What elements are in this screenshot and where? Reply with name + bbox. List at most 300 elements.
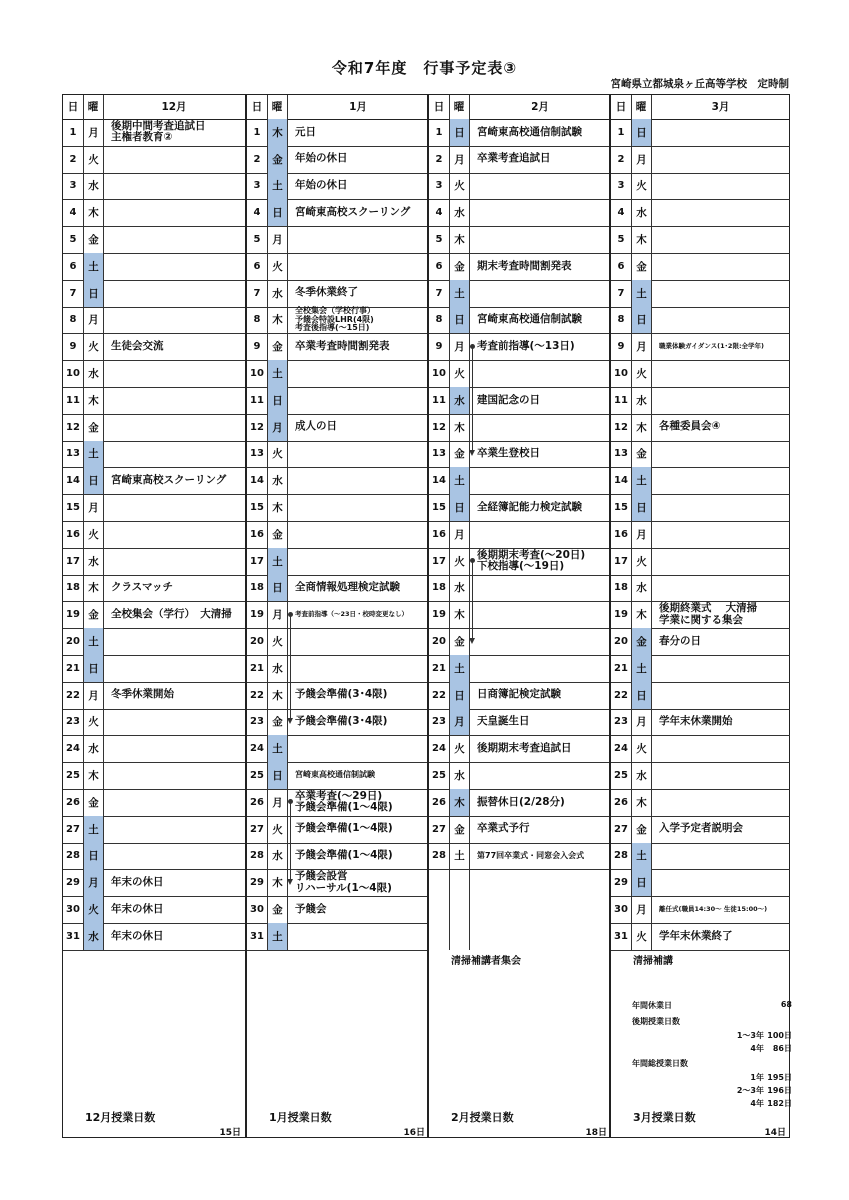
month-header bbox=[429, 95, 611, 120]
event-cell bbox=[469, 199, 611, 226]
event-cell bbox=[103, 307, 245, 334]
calendar-row bbox=[63, 387, 245, 415]
schedule-table bbox=[62, 94, 790, 1138]
weekday-holiday: 火 bbox=[84, 896, 103, 923]
day-number: 8 bbox=[253, 314, 261, 326]
event-cell bbox=[103, 467, 245, 494]
weekday: 木 bbox=[88, 582, 99, 595]
calendar-row bbox=[611, 253, 790, 281]
day-number: 6 bbox=[617, 260, 625, 272]
weekday: 火 bbox=[272, 448, 283, 461]
event-text: 後期期末考査(～20日) bbox=[477, 548, 586, 561]
weekday: 火 bbox=[636, 743, 647, 756]
event-cell bbox=[651, 601, 790, 628]
event-cell bbox=[651, 253, 790, 280]
event-cell bbox=[103, 843, 245, 870]
event-text: 後期中間考査追試日 bbox=[111, 119, 206, 132]
event-text: 卒業考査時間割発表 bbox=[295, 340, 390, 353]
calendar-row bbox=[63, 307, 245, 335]
calendar-row bbox=[429, 467, 611, 495]
weekday-holiday: 月 bbox=[268, 414, 287, 441]
weekday: 火 bbox=[636, 180, 647, 193]
day-number: 1 bbox=[617, 126, 625, 138]
event-cell bbox=[651, 467, 790, 494]
calendar-row bbox=[63, 333, 245, 361]
calendar-row bbox=[611, 360, 790, 388]
weekday-holiday: 日 bbox=[84, 655, 103, 682]
period-arrow bbox=[290, 802, 291, 882]
weekday: 火 bbox=[88, 528, 99, 541]
event-cell bbox=[469, 816, 611, 843]
calendar-row bbox=[429, 414, 611, 442]
weekday-holiday: 土 bbox=[450, 467, 469, 494]
event-cell bbox=[287, 575, 429, 602]
day-number: 11 bbox=[432, 394, 446, 406]
event-cell bbox=[651, 307, 790, 334]
event-cell bbox=[103, 387, 245, 414]
day-number: 4 bbox=[69, 207, 77, 219]
calendar-row bbox=[429, 628, 611, 656]
calendar-row bbox=[429, 199, 611, 227]
event-cell bbox=[287, 762, 429, 789]
day-number: 17 bbox=[432, 555, 446, 567]
day-number: 1 bbox=[435, 126, 443, 138]
event-text: 日商簿記検定試験 bbox=[477, 688, 561, 701]
event-cell bbox=[651, 655, 790, 682]
event-cell bbox=[469, 414, 611, 441]
event-text: 冬季休業終了 bbox=[295, 286, 358, 299]
calendar-row bbox=[63, 521, 245, 549]
event-cell bbox=[469, 387, 611, 414]
day-number: 20 bbox=[432, 636, 446, 648]
event-cell bbox=[469, 494, 611, 521]
day-number: 11 bbox=[66, 394, 80, 406]
day-number: 23 bbox=[614, 716, 628, 728]
day-number: 4 bbox=[435, 207, 443, 219]
event-cell bbox=[469, 575, 611, 602]
day-number: 6 bbox=[69, 260, 77, 272]
latter-4-label: 4年 bbox=[750, 1044, 764, 1053]
latter-4-value: 86日 bbox=[772, 1044, 792, 1053]
calendar-row bbox=[247, 575, 429, 603]
event-cell bbox=[651, 628, 790, 655]
calendar-row bbox=[247, 119, 429, 147]
event-text: 主権者教育② bbox=[111, 131, 173, 144]
weekday: 木 bbox=[636, 234, 647, 247]
calendar-row bbox=[63, 762, 245, 790]
day-number: 8 bbox=[435, 314, 443, 326]
event-text: 宮崎東高校スクーリング bbox=[111, 474, 227, 487]
calendar-row bbox=[247, 869, 429, 897]
calendar-row bbox=[611, 709, 790, 737]
event-cell bbox=[651, 869, 790, 896]
calendar-row bbox=[247, 521, 429, 549]
day-number: 16 bbox=[66, 528, 80, 540]
period-arrow bbox=[290, 615, 291, 722]
weekday: 水 bbox=[454, 207, 465, 220]
event-cell bbox=[103, 789, 245, 816]
calendar-row bbox=[63, 467, 245, 495]
day-number: 26 bbox=[66, 796, 80, 808]
event-cell bbox=[287, 923, 429, 950]
event-cell bbox=[103, 494, 245, 521]
weekday: 金 bbox=[88, 421, 99, 434]
weekday-holiday: 土 bbox=[632, 843, 651, 870]
calendar-row bbox=[247, 789, 429, 817]
day-number: 27 bbox=[614, 823, 628, 835]
event-cell bbox=[651, 173, 790, 200]
event-text: 春分の日 bbox=[659, 634, 701, 647]
weekday: 木 bbox=[454, 421, 465, 434]
weekday: 火 bbox=[454, 555, 465, 568]
event-cell bbox=[287, 628, 429, 655]
calendar-row bbox=[429, 655, 611, 683]
event-cell bbox=[103, 333, 245, 360]
period-arrow bbox=[472, 561, 473, 641]
event-text: 年末の休日 bbox=[111, 876, 164, 889]
weekday: 火 bbox=[88, 341, 99, 354]
event-text: 予餞会準備(3･4限) bbox=[295, 688, 388, 701]
calendar-row bbox=[63, 253, 245, 281]
day-number: 17 bbox=[250, 555, 264, 567]
day-number: 22 bbox=[66, 689, 80, 701]
weekday: 木 bbox=[454, 609, 465, 622]
total-2-3-label: 2～3年 bbox=[736, 1086, 764, 1095]
day-number: 9 bbox=[69, 341, 77, 353]
event-cell bbox=[103, 869, 245, 896]
annual-holidays-value: 68 bbox=[780, 1000, 792, 1009]
calendar-row bbox=[247, 709, 429, 737]
event-cell bbox=[469, 601, 611, 628]
weekday: 月 bbox=[88, 502, 99, 515]
weekday: 水 bbox=[636, 582, 647, 595]
day-number: 23 bbox=[250, 716, 264, 728]
calendar-row bbox=[611, 173, 790, 201]
event-text: 後期終業式 大清掃 bbox=[659, 602, 758, 615]
event-text: 卒業考査追試日 bbox=[477, 152, 551, 165]
day-number: 7 bbox=[253, 287, 261, 299]
weekday: 木 bbox=[88, 394, 99, 407]
event-cell bbox=[103, 146, 245, 173]
event-cell bbox=[651, 896, 790, 923]
weekday: 水 bbox=[88, 180, 99, 193]
annual-summary bbox=[632, 1000, 792, 1111]
calendar-row bbox=[429, 360, 611, 388]
calendar-row bbox=[63, 119, 245, 147]
event-cell bbox=[469, 467, 611, 494]
calendar-row bbox=[63, 628, 245, 656]
calendar-row bbox=[611, 119, 790, 147]
day-number: 19 bbox=[250, 609, 264, 621]
event-cell bbox=[103, 119, 245, 146]
event-text: 宮崎東高校スクーリング bbox=[295, 206, 411, 219]
event-cell bbox=[103, 682, 245, 709]
day-number: 15 bbox=[614, 502, 628, 514]
weekday-holiday: 土 bbox=[450, 655, 469, 682]
weekday: 木 bbox=[272, 877, 283, 890]
weekday: 月 bbox=[454, 528, 465, 541]
event-text: 予餞会準備(3･4限) bbox=[295, 715, 388, 728]
weekday: 土 bbox=[454, 850, 465, 863]
event-cell bbox=[103, 199, 245, 226]
event-cell bbox=[287, 333, 429, 360]
event-text: 年末の休日 bbox=[111, 902, 164, 915]
calendar-row bbox=[611, 467, 790, 495]
event-cell bbox=[287, 414, 429, 441]
calendar-row bbox=[611, 548, 790, 576]
monthly-days-label: 12月授業日数 bbox=[85, 1111, 156, 1124]
weekday-holiday: 水 bbox=[450, 387, 469, 414]
event-cell bbox=[103, 896, 245, 923]
event-cell bbox=[287, 199, 429, 226]
calendar-row bbox=[429, 762, 611, 790]
day-number: 10 bbox=[614, 368, 628, 380]
calendar-row bbox=[429, 253, 611, 281]
event-cell bbox=[103, 441, 245, 468]
day-number: 29 bbox=[66, 877, 80, 889]
weekday: 火 bbox=[454, 743, 465, 756]
header-day: 日 bbox=[615, 101, 627, 113]
weekday: 水 bbox=[272, 850, 283, 863]
event-cell bbox=[103, 521, 245, 548]
day-number bbox=[429, 869, 449, 896]
event-cell bbox=[469, 789, 611, 816]
event-cell bbox=[103, 709, 245, 736]
day-number: 28 bbox=[432, 850, 446, 862]
weekday: 月 bbox=[636, 716, 647, 729]
day-number: 26 bbox=[614, 796, 628, 808]
weekday: 月 bbox=[454, 153, 465, 166]
event-cell bbox=[103, 762, 245, 789]
event-text: 天皇誕生日 bbox=[477, 715, 530, 728]
event-cell bbox=[103, 360, 245, 387]
day-number: 12 bbox=[432, 421, 446, 433]
event-cell bbox=[287, 307, 429, 334]
event-cell bbox=[651, 709, 790, 736]
event-text: 離任式(職員14:30～ 生徒15:00～) bbox=[659, 905, 768, 914]
event-text: リハーサル(1～4限) bbox=[295, 881, 392, 894]
event-cell bbox=[287, 601, 429, 628]
weekday-holiday: 金 bbox=[268, 146, 287, 173]
event-cell bbox=[103, 655, 245, 682]
weekday-holiday: 土 bbox=[84, 816, 103, 843]
calendar-row bbox=[63, 173, 245, 201]
calendar-row bbox=[63, 709, 245, 737]
event-cell bbox=[469, 280, 611, 307]
latter-days-label: 後期授業日数 bbox=[632, 1017, 680, 1026]
weekday: 木 bbox=[636, 421, 647, 434]
event-cell bbox=[469, 735, 611, 762]
calendar-row bbox=[63, 575, 245, 603]
event-cell bbox=[469, 333, 611, 360]
monthly-days-value: 15日 bbox=[219, 1128, 241, 1138]
weekday-holiday: 木 bbox=[268, 119, 287, 146]
weekday: 金 bbox=[454, 448, 465, 461]
calendar-row bbox=[63, 414, 245, 442]
day-number: 22 bbox=[614, 689, 628, 701]
calendar-row bbox=[429, 923, 611, 950]
event-cell bbox=[469, 869, 611, 896]
event-cell bbox=[651, 816, 790, 843]
event-cell bbox=[287, 467, 429, 494]
calendar-row bbox=[247, 467, 429, 495]
weekday: 金 bbox=[454, 636, 465, 649]
day-number: 23 bbox=[432, 716, 446, 728]
weekday: 月 bbox=[272, 609, 283, 622]
calendar-row bbox=[611, 923, 790, 951]
event-text: 予餞会設営 bbox=[295, 870, 348, 883]
event-cell bbox=[651, 360, 790, 387]
calendar-row bbox=[63, 843, 245, 871]
calendar-row bbox=[429, 709, 611, 737]
day-number: 16 bbox=[432, 528, 446, 540]
event-cell bbox=[103, 548, 245, 575]
header-weekday: 曜 bbox=[453, 101, 465, 113]
event-text: 学業に関する集会 bbox=[659, 613, 743, 626]
day-number: 4 bbox=[253, 207, 261, 219]
calendar-row bbox=[429, 816, 611, 844]
event-cell bbox=[651, 762, 790, 789]
calendar-row bbox=[611, 735, 790, 763]
event-cell bbox=[651, 226, 790, 253]
header-weekday: 曜 bbox=[271, 101, 283, 113]
event-text: 学年末休業終了 bbox=[659, 929, 733, 942]
event-cell bbox=[287, 226, 429, 253]
calendar-row bbox=[247, 494, 429, 522]
weekday-holiday: 日 bbox=[268, 575, 287, 602]
day-number: 25 bbox=[614, 770, 628, 782]
month-header bbox=[247, 95, 429, 120]
calendar-row bbox=[429, 307, 611, 335]
weekday: 月 bbox=[88, 689, 99, 702]
calendar-row bbox=[63, 199, 245, 227]
day-number: 28 bbox=[250, 850, 264, 862]
day-number: 7 bbox=[435, 287, 443, 299]
weekday bbox=[450, 869, 469, 896]
weekday-holiday: 土 bbox=[268, 548, 287, 575]
calendar-row bbox=[611, 896, 790, 924]
school-name: 宮崎県立都城泉ヶ丘高等学校 定時制 bbox=[610, 78, 789, 90]
day-number: 25 bbox=[250, 770, 264, 782]
event-cell bbox=[287, 548, 429, 575]
calendar-row bbox=[611, 816, 790, 844]
day-number: 17 bbox=[614, 555, 628, 567]
day-number: 15 bbox=[432, 502, 446, 514]
event-text: 予餞会準備(1～4限) bbox=[295, 849, 393, 862]
event-cell bbox=[469, 548, 611, 575]
month-block-3 bbox=[427, 95, 611, 1137]
day-number: 5 bbox=[435, 234, 443, 246]
event-cell bbox=[651, 414, 790, 441]
header-weekday: 曜 bbox=[635, 101, 647, 113]
day-number: 10 bbox=[432, 368, 446, 380]
weekday-holiday: 日 bbox=[632, 307, 651, 334]
calendar-row bbox=[247, 280, 429, 308]
event-cell bbox=[651, 521, 790, 548]
calendar-row bbox=[611, 655, 790, 683]
event-cell bbox=[651, 119, 790, 146]
calendar-row bbox=[247, 441, 429, 469]
weekday: 水 bbox=[454, 582, 465, 595]
calendar-row bbox=[63, 441, 245, 469]
event-text: 職業体験ガイダンス(1･2限:全学年) bbox=[659, 342, 765, 351]
day-number: 12 bbox=[614, 421, 628, 433]
day-number: 14 bbox=[614, 475, 628, 487]
calendar-row bbox=[611, 333, 790, 361]
event-cell bbox=[469, 709, 611, 736]
calendar-row bbox=[611, 414, 790, 442]
calendar-row bbox=[611, 521, 790, 549]
weekday: 木 bbox=[636, 796, 647, 809]
day-number: 14 bbox=[432, 475, 446, 487]
calendar-row bbox=[611, 387, 790, 415]
calendar-row bbox=[63, 682, 245, 710]
calendar-row bbox=[429, 682, 611, 710]
day-number: 28 bbox=[614, 850, 628, 862]
day-number: 24 bbox=[250, 743, 264, 755]
day-number: 27 bbox=[432, 823, 446, 835]
event-text: 全商情報処理検定試験 bbox=[295, 581, 400, 594]
event-cell bbox=[469, 441, 611, 468]
latter-1-3-value: 100日 bbox=[767, 1031, 792, 1040]
event-text: 冬季休業開始 bbox=[111, 688, 174, 701]
weekday: 月 bbox=[88, 126, 99, 139]
header-day: 日 bbox=[67, 101, 79, 113]
day-number: 17 bbox=[66, 555, 80, 567]
event-cell bbox=[469, 655, 611, 682]
weekday: 月 bbox=[636, 153, 647, 166]
calendar-row bbox=[247, 307, 429, 335]
calendar-row bbox=[429, 146, 611, 174]
event-cell bbox=[651, 735, 790, 762]
weekday: 水 bbox=[454, 770, 465, 783]
monthly-days-label: 3月授業日数 bbox=[633, 1111, 696, 1124]
day-number: 1 bbox=[253, 126, 261, 138]
calendar-row bbox=[611, 843, 790, 871]
event-text: 予餞会準備(1～4限) bbox=[295, 801, 393, 814]
calendar-row bbox=[247, 173, 429, 201]
weekday: 木 bbox=[88, 770, 99, 783]
weekday: 水 bbox=[272, 662, 283, 675]
latter-1-3-label: 1～3年 bbox=[736, 1031, 764, 1040]
event-text: 下校指導(～19日) bbox=[477, 560, 565, 573]
weekday: 月 bbox=[636, 904, 647, 917]
day-number: 30 bbox=[250, 904, 264, 916]
weekday: 火 bbox=[272, 823, 283, 836]
day-number: 30 bbox=[66, 904, 80, 916]
calendar-row bbox=[429, 119, 611, 147]
total-2-3-value: 196日 bbox=[767, 1086, 792, 1095]
event-text: 後期期末考査追試日 bbox=[477, 742, 572, 755]
weekday bbox=[450, 923, 469, 950]
calendar-row bbox=[247, 682, 429, 710]
event-cell bbox=[651, 441, 790, 468]
event-cell bbox=[469, 119, 611, 146]
weekday: 水 bbox=[272, 475, 283, 488]
weekday: 月 bbox=[272, 234, 283, 247]
weekday: 金 bbox=[272, 904, 283, 917]
event-text: 年末の休日 bbox=[111, 929, 164, 942]
event-text: 入学予定者説明会 bbox=[659, 822, 743, 835]
event-cell bbox=[651, 387, 790, 414]
day-number: 13 bbox=[250, 448, 264, 460]
month-note: 清掃補講 bbox=[633, 955, 673, 967]
total-1-label: 1年 bbox=[750, 1073, 764, 1082]
calendar-row bbox=[429, 896, 611, 923]
weekday: 火 bbox=[636, 930, 647, 943]
weekday-holiday: 日 bbox=[450, 119, 469, 146]
day-number: 19 bbox=[66, 609, 80, 621]
